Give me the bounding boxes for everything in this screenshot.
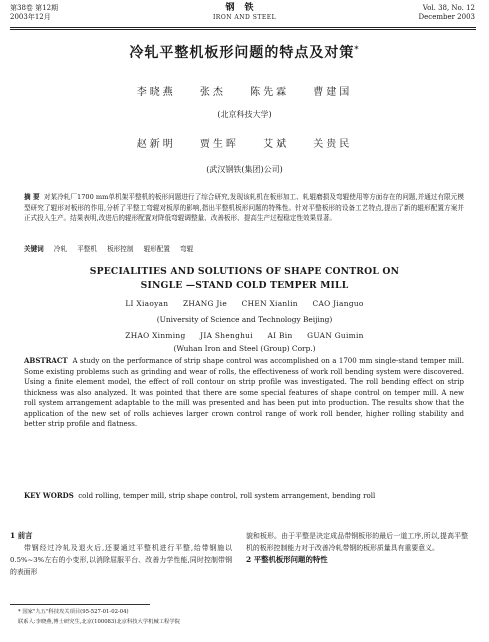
- author-en: LI Xiaoyan: [125, 299, 169, 308]
- authors-cn-1: [0, 83, 489, 98]
- author-en: CHEN Xianlin: [241, 299, 298, 308]
- header-rule-thin: [10, 29, 476, 30]
- header-rule: [10, 27, 476, 28]
- keywords-en-text: cold rolling, temper mill, strip shape control, roll system arrangement, bending roll: [78, 492, 376, 500]
- paper-title-cn-text: 冷轧平整机板形问题的特点及对策: [129, 45, 355, 61]
- header-center: [0, 4, 489, 22]
- paper-title-cn: [0, 42, 489, 62]
- affiliation-en-1: (University of Science and Technology Beijing): [156, 315, 333, 324]
- author-cn: 艾斌: [263, 139, 290, 150]
- footnote-rule: [10, 604, 150, 605]
- author-en: AI Bin: [267, 331, 293, 340]
- header-volume-en: Vol. 38, No. 12: [422, 4, 475, 12]
- authors-en-1: [0, 299, 489, 308]
- abstract-cn-label: 摘 要: [24, 193, 40, 201]
- header-right: [419, 4, 475, 22]
- author-en: ZHANG Jie: [182, 299, 228, 308]
- paper-title-en-line1: SPECIALITIES AND SOLUTIONS OF SHAPE CONTROL ON: [89, 266, 400, 277]
- abstract-cn-text: 对某冷轧厂1700 mm单机架平整机的板形问题进行了综合研究,发现该轧机在板形加工、轧辊磨损及弯辊使用等方面存在的问题,并通过有限元模型研究了辊形对板形的作用,分析了平整工弯辊对板厚的影响,指出平整机板形问题的特殊性。针对平整板形的设备工艺特点,提出了新的辊形配置方案并正式投入生产。结果表明,改进后的辊形配置对降低弯辊调整量、改善板形、提高生产过程稳定性效果显著。: [24, 193, 464, 222]
- author-cn: 关贵民: [313, 139, 353, 150]
- keywords-cn-label: 关键词: [24, 245, 44, 253]
- author-en: JIA Shenghui: [200, 331, 253, 340]
- affiliation-cn-1: (北京科技大学): [217, 110, 272, 119]
- header-date-cn: 2003年12月: [10, 13, 51, 21]
- keywords-en-label: KEY WORDS: [24, 491, 74, 500]
- authors-en-2: [0, 331, 489, 340]
- keywords-en: [24, 491, 464, 502]
- header-journal-en: IRON AND STEEL: [212, 14, 277, 21]
- author-cn: 贾生晖: [199, 139, 239, 150]
- keyword-cn: 平整机: [77, 245, 97, 253]
- abstract-cn: [24, 192, 464, 224]
- title-footnote-mark: *: [354, 43, 360, 54]
- keyword-cn: 辊形配置: [143, 245, 170, 253]
- header-date-en: December 2003: [418, 13, 475, 21]
- keyword-cn: 弯辊: [180, 245, 194, 253]
- body-paragraph: 貌和板形。由于平整是决定成品带钢板形的最后一道工序,所以,提高平整机的板形控制能力对于改善冷轧带钢的板形质量具有重要意义。: [246, 532, 468, 552]
- abstract-en: [24, 356, 464, 430]
- author-cn: 曹建国: [313, 87, 353, 98]
- keywords-cn: [24, 243, 464, 253]
- author-cn: 李晓燕: [136, 87, 176, 98]
- author-en: CAO Jianguo: [312, 299, 364, 308]
- author-cn: 赵新明: [136, 139, 176, 150]
- body-column-left: [10, 530, 232, 578]
- affiliation-en-2: (Wuhan Iron and Steel (Group) Corp.): [173, 344, 316, 353]
- abstract-en-label: ABSTRACT: [24, 356, 68, 365]
- affiliation-cn-2: (武汉钢铁(集团)公司): [206, 165, 283, 174]
- section-heading-2: 2 平整机板形问题的特性: [246, 555, 328, 564]
- header-volume-cn: 第38卷 第12期: [10, 4, 59, 12]
- paper-title-en-line2: SINGLE —STAND COLD TEMPER MILL: [140, 280, 349, 291]
- authors-cn-2: [0, 135, 489, 150]
- keyword-cn: 冷轧: [53, 245, 68, 253]
- body-column-right: [246, 530, 468, 566]
- author-cn: 张杰: [199, 87, 226, 98]
- footnote-contact: 联系人:李晓燕,博士研究生,北京(100083)北京科技大学机械工程学院: [18, 619, 180, 625]
- header-journal-cn: 钢铁: [225, 3, 264, 13]
- abstract-en-text: A study on the performance of strip shape control was accomplished on a 1700 mm single-stand temper mill. Some existing problems such as grinding and wear of rolls, the effectiveness of work roll bending system were discovered. Using a finite element model, the effect of roll contour on strip profile was investigated. The roll bending effect on strip thickness was also analyzed. It was pointed that there are some special features of shape control on temper mill. A new roll system arrangement adaptable to the mill was presented and has been put into production. The results show that the application of the new set of rolls achieves larger crown control range of work roll bender, higher rolling stability and better strip profile and flatness.: [24, 357, 464, 428]
- section-heading-introduction: 1 前言: [10, 531, 33, 540]
- footnote-funding: * 国家"九五"科技攻关项目(95-527-01-02-04): [18, 609, 129, 615]
- body-paragraph: 带钢经过冷轧及退火后,还要通过平整机进行平整,给带钢施以0.5%~3%左右的小变形,以消除屈服平台、改善力学性能,同时控制带钢的表面形: [10, 544, 232, 576]
- keyword-cn: 板形控制: [107, 245, 134, 253]
- author-en: ZHAO Xinming: [125, 331, 186, 340]
- author-cn: 陈先霖: [250, 87, 290, 98]
- author-en: GUAN Guimin: [307, 331, 364, 340]
